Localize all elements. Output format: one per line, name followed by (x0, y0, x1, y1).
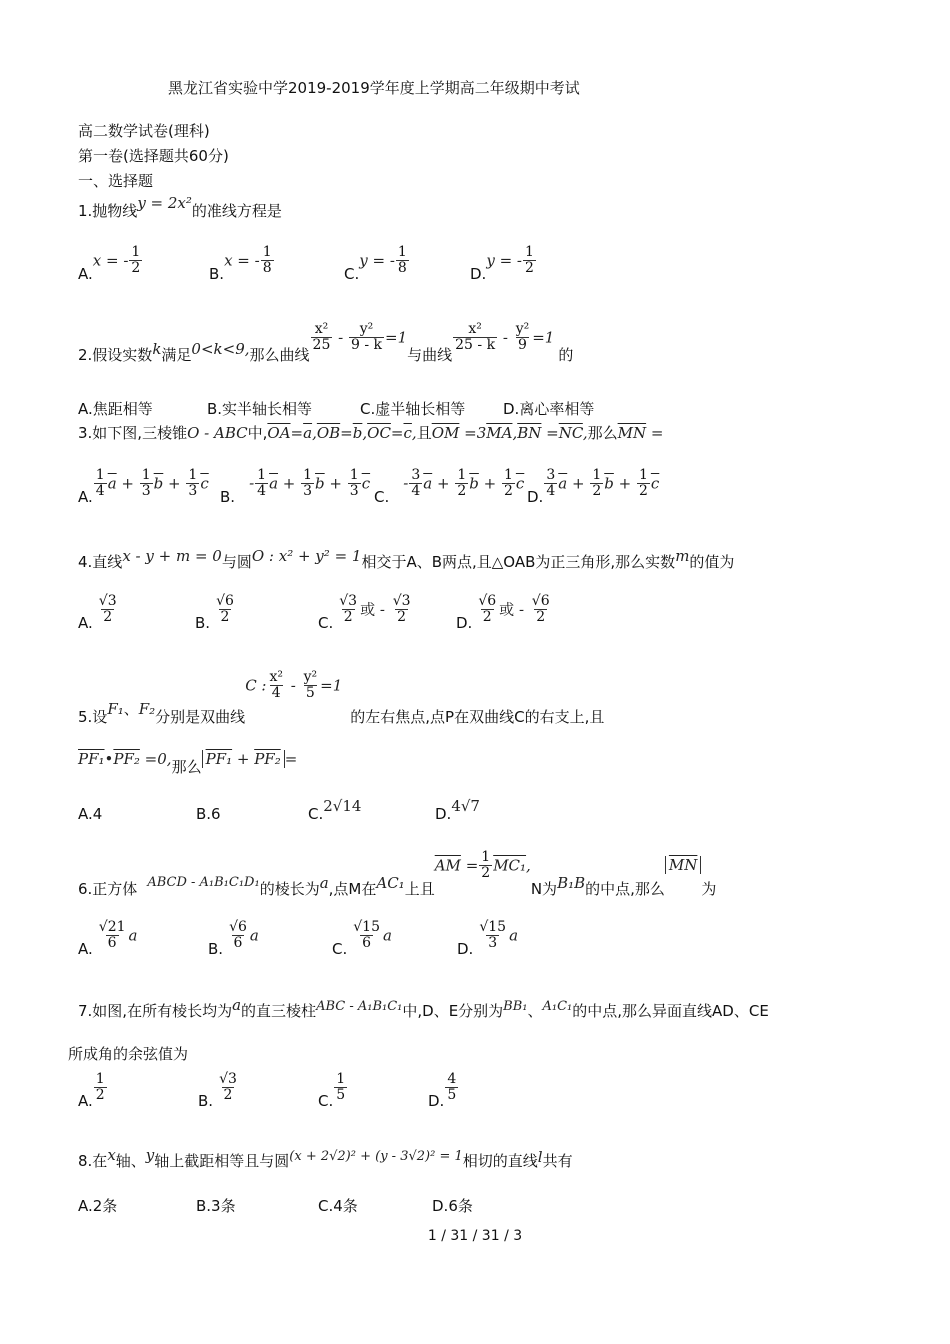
question-7-choice-b[interactable]: B. $\frac{√3}{2}$ (198, 1071, 237, 1111)
page-footer: 1 / 31 / 31 / 3 (427, 1228, 523, 1244)
question-6-stem: 6.正方体 ABCD - A₁B₁C₁D₁的棱长为a,点M在AC₁上且$\overline{AM}$ = $\frac{1}{2}$ MC₁,N为B₁B的中点,那么$\overline{MN}$为 (78, 849, 717, 899)
subject-title: 高二数学试卷(理科) (78, 122, 210, 140)
question-6-choice-b[interactable]: B. $\frac{√6}{6}$ a (208, 919, 259, 959)
question-5-stem: 5.设F₁、F₂分别是双曲线C : $\frac{\text{x²}}{4}$ - $\frac{\text{y²}}{5}$ =1的左右焦点,点P在双曲线C的右支上,且 (78, 669, 605, 727)
question-5-condition: PF₁•PF₂ =0,那么 PF₁ + PF₂ = (78, 750, 298, 776)
question-5-choice-a[interactable]: A.4 (78, 805, 103, 823)
question-8-choice-a[interactable]: A.2条 (78, 1197, 118, 1215)
question-7-choice-d[interactable]: D. $\frac{4}{5}$ (428, 1071, 457, 1111)
question-5-choice-c[interactable]: C.2√14 (308, 797, 362, 823)
question-1-choice-a[interactable]: A.x = - $\frac{1}{2}$ (78, 244, 141, 284)
section-title: 一、选择题 (78, 172, 154, 190)
question-8-stem: 8.在x轴、y轴上截距相等且与圆(x + 2√2)² + (y - 3√2)² = 1相切的直线l共有 (78, 1146, 573, 1170)
question-6-choice-a[interactable]: A. $\frac{√21}{6}$ a (78, 919, 138, 959)
question-1-choice-b[interactable]: B.x = - $\frac{1}{8}$ (209, 244, 272, 284)
question-5-choice-d[interactable]: D.4√7 (435, 797, 480, 823)
question-8-choice-b[interactable]: B.3条 (196, 1197, 236, 1215)
question-4-choice-d[interactable]: D. $\frac{√6}{2}$ 或 - $\frac{√6}{2}$ (456, 593, 550, 633)
question-3-choice-b[interactable]: B.- $\frac{1}{4}$ $\overline{a}$ + $\frac{1}{3}$ $\overline{b}$ + $\frac{1}{3}$ $\overline{c}$ (220, 467, 371, 507)
question-8-choice-c[interactable]: C.4条 (318, 1197, 358, 1215)
question-2-stem: 2.假设实数k满足0<k<9,那么曲线 $\frac{\text{x²}}{25}$ - $\frac{\text{y²}}{9 - k}$ =1与曲线 $\frac{\text{x²}}{25 - k}$ - $\frac{\text{y²}}{9}$ =1的 (78, 321, 574, 365)
question-1-choice-d[interactable]: D.y = - $\frac{1}{2}$ (470, 244, 534, 284)
question-2-choice-d[interactable]: D.离心率相等 (503, 400, 595, 418)
question-3-choice-c[interactable]: C.- $\frac{3}{4}$ $\overline{a}$ + $\frac{1}{2}$ $\overline{b}$ + $\frac{1}{2}$ $\overline{c}$ (374, 467, 525, 507)
question-5-choice-b[interactable]: B.6 (196, 805, 221, 823)
question-1-stem: 1.抛物线y = 2x²的准线方程是 (78, 194, 282, 220)
question-7-stem-cont: 所成角的余弦值为 (68, 1045, 189, 1063)
exam-title: 黑龙江省实验中学2019-2019学年度上学期高二年级期中考试 (168, 79, 580, 97)
question-3-choice-d[interactable]: D. $\frac{3}{4}$ $\overline{a}$ + $\frac{1}{2}$ $\overline{b}$ + $\frac{1}{2}$ $\overline{c}$ (527, 467, 660, 507)
question-8-choice-d[interactable]: D.6条 (432, 1197, 473, 1215)
question-7-choice-c[interactable]: C. $\frac{1}{5}$ (318, 1071, 346, 1111)
question-7-choice-a[interactable]: A. $\frac{1}{2}$ (78, 1071, 105, 1111)
question-2-choice-a[interactable]: A.焦距相等 (78, 400, 153, 418)
part-title: 第一卷(选择题共60分) (78, 147, 229, 165)
question-2-choice-c[interactable]: C.虚半轴长相等 (360, 400, 466, 418)
question-3-stem: 3.如下图,三棱锥O - ABC中$,\overline{OA}=\overline{a},\overline{OB}=\overline{b},\overline{OC}=\overline{c}$,且$\overline{OM} =3\overline{MA},\overline{BN} =\overline{NC}$,那么$\overline{MN}$ = (78, 424, 664, 442)
question-6-choice-c[interactable]: C. $\frac{√15}{6}$ a (332, 919, 392, 959)
question-2-choice-b[interactable]: B.实半轴长相等 (207, 400, 313, 418)
question-4-choice-c[interactable]: C. $\frac{√3}{2}$ 或 - $\frac{√3}{2}$ (318, 593, 411, 633)
question-6-choice-d[interactable]: D. $\frac{√15}{3}$ a (457, 919, 519, 959)
question-1-choice-c[interactable]: C.y = - $\frac{1}{8}$ (344, 244, 407, 284)
question-4-choice-b[interactable]: B. $\frac{√6}{2}$ (195, 593, 234, 633)
question-7-stem: 7.如图,在所有棱长均为a的直三棱柱ABC - A₁B₁C₁中,D、E分别为BB₁、A₁C₁的中点,那么异面直线AD、CE (78, 996, 769, 1020)
question-3-choice-a[interactable]: A. $\frac{1}{4}$ $\overline{a}$ + $\frac{1}{3}$ $\overline{b}$ + $\frac{1}{3}$ $\overline{c}$ (78, 467, 209, 507)
question-4-stem: 4.直线x - y + m = 0与圆O : x² + y² = 1相交于A、B两点,且△OAB为正三角形,那么实数m的值为 (78, 547, 735, 571)
question-4-choice-a[interactable]: A. $\frac{√3}{2}$ (78, 593, 117, 633)
